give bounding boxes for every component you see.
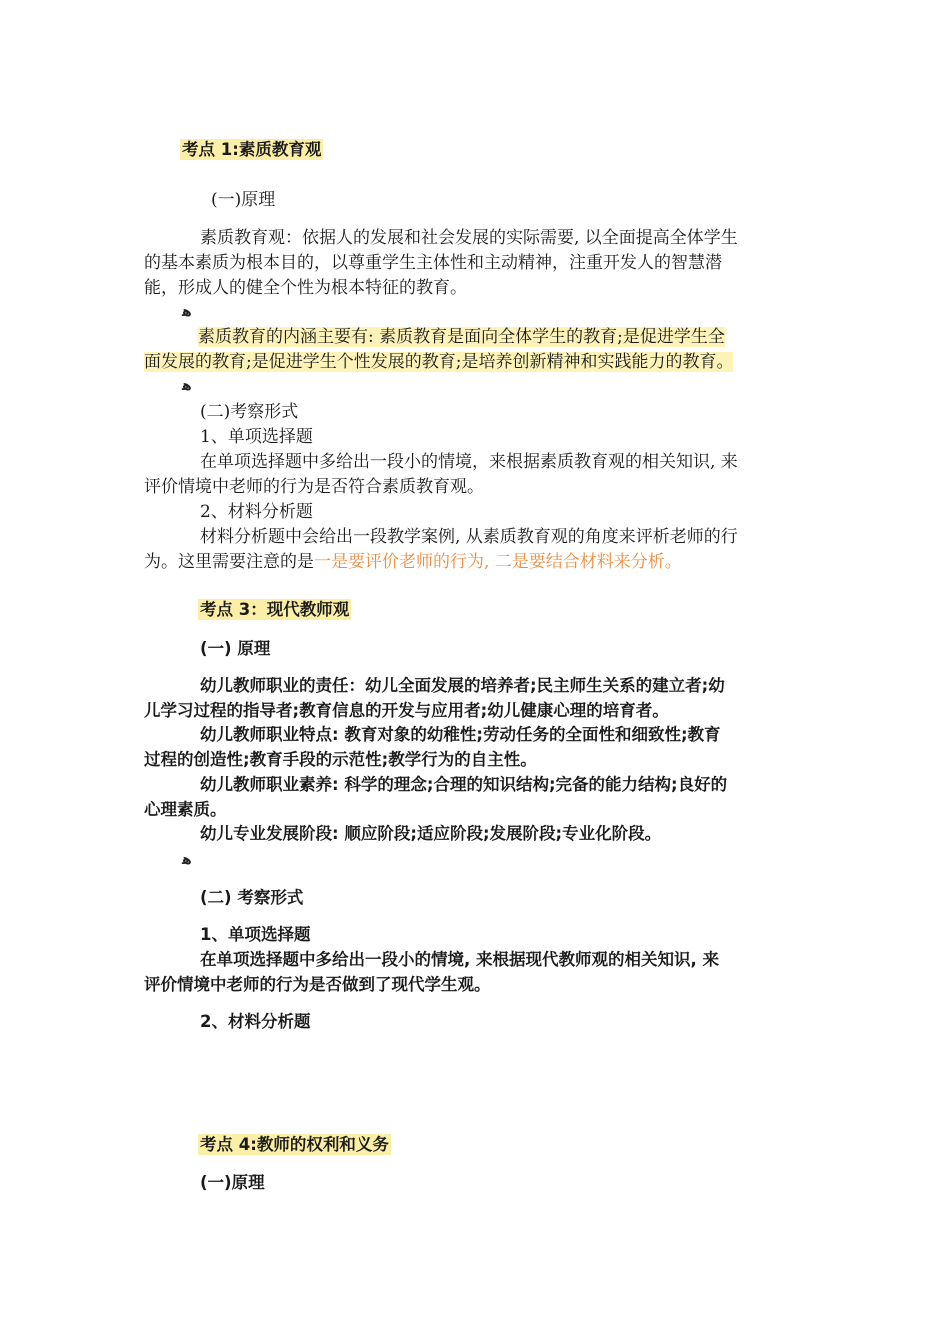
section1-item2-text: 为。这里需要注意的是一是要评价老师的行为, 二是要结合材料来分析。: [144, 552, 682, 572]
section3-line: 幼儿教师职业特点: 教育对象的幼稚性;劳动任务的全面性和细致性;教育: [200, 725, 721, 744]
section1-item2-text: 材料分析题中会给出一段教学案例, 从素质教育观的角度来评析老师的行: [200, 527, 738, 547]
section3-sub1: (一) 原理: [200, 639, 271, 658]
section3-line: 过程的创造性;教育手段的示范性;教学行为的自主性。: [144, 750, 537, 769]
section1-item1-text: 评价情境中老师的行为是否符合素质教育观。: [144, 477, 484, 497]
paragraph-mark-icon: ﻫ: [182, 852, 192, 868]
section1-title: 考点 1:素质教育观: [182, 140, 322, 159]
emphasis-orange-text: 一是要评价老师的行为, 二是要结合材料来分析。: [314, 552, 682, 572]
section1-sub1: (一)原理: [211, 190, 276, 210]
section1-para1-line: 的基本素质为根本目的，以尊重学生主体性和主动精神，注重开发人的智慧潜: [144, 253, 722, 273]
section1-para2-line: 素质教育的内涵主要有: 素质教育是面向全体学生的教育;是促进学生全: [198, 327, 725, 347]
section3-item1: 1、单项选择题: [200, 925, 311, 944]
section1-item1-text: 在单项选择题中多给出一段小的情境，来根据素质教育观的相关知识, 来: [200, 452, 738, 472]
section3-sub2: (二) 考察形式: [200, 888, 304, 907]
section1-sub2: (二)考察形式: [200, 402, 299, 422]
section4-title: 考点 4:教师的权利和义务: [200, 1135, 389, 1154]
section3-line: 心理素质。: [144, 800, 227, 819]
section3-item2: 2、材料分析题: [200, 1012, 311, 1031]
paragraph-mark-icon: ﻫ: [182, 304, 192, 320]
section3-line: 幼儿专业发展阶段: 顺应阶段;适应阶段;发展阶段;专业化阶段。: [200, 824, 662, 843]
section1-para1-line: 素质教育观：依据人的发展和社会发展的实际需要, 以全面提高全体学生: [200, 228, 738, 248]
section3-item1-text: 在单项选择题中多给出一段小的情境, 来根据现代教师观的相关知识, 来: [200, 950, 720, 969]
section1-para2-line: 面发展的教育;是促进学生个性发展的教育;是培养创新精神和实践能力的教育。: [144, 352, 734, 372]
section1-para1-line: 能，形成人的健全个性为根本特征的教育。: [144, 278, 467, 298]
section3-line: 幼儿教师职业的责任：幼儿全面发展的培养者;民主师生关系的建立者;幼: [200, 676, 725, 695]
section3-line: 儿学习过程的指导者;教育信息的开发与应用者;幼儿健康心理的培育者。: [144, 701, 669, 720]
paragraph-mark-icon: ﻫ: [182, 378, 192, 394]
section1-item1: 1、单项选择题: [200, 427, 313, 447]
section3-title: 考点 3：现代教师观: [200, 600, 350, 619]
section1-item2: 2、材料分析题: [200, 502, 313, 522]
section3-line: 幼儿教师职业素养: 科学的理念;合理的知识结构;完备的能力结构;良好的: [200, 775, 728, 794]
section4-sub1: (一)原理: [200, 1173, 265, 1192]
section3-item1-text: 评价情境中老师的行为是否做到了现代学生观。: [144, 975, 491, 994]
